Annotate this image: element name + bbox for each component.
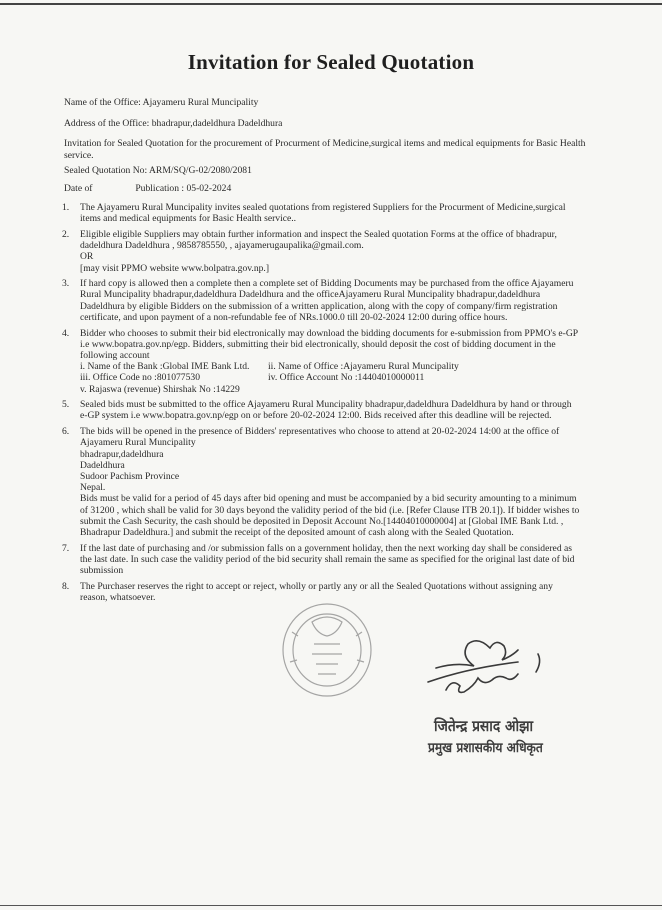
item-line: certificate, and upon payment of a non-refundable fee of NRs.1000.0 till 20-02-2024 12:00 during office hours. xyxy=(80,311,508,323)
stamp-name: जितेन्द्र प्रसाद ओझा xyxy=(434,717,534,735)
item-number: 3. xyxy=(62,278,70,290)
publication-date: Publication : 05-02-2024 xyxy=(135,183,232,194)
page-title: Invitation for Sealed Quotation xyxy=(187,50,475,74)
office-code: iii. Office Code no :801077530 xyxy=(80,372,200,384)
office-address: Address of the Office: bhadrapur,dadeldhura Dadeldhura xyxy=(64,118,283,129)
item-line: Bids must be valid for a period of 45 days after bid opening and must be accompanied by a bid security amounting to a minimum xyxy=(80,493,577,505)
list-item xyxy=(62,328,622,395)
item-line: Ajayameru Rural Muncipality xyxy=(80,437,196,449)
item-number: 7. xyxy=(62,542,70,554)
list-item xyxy=(62,278,622,323)
item-number: 4. xyxy=(62,327,70,339)
item-line: Eligible eligible Suppliers may obtain further information and inspect the Sealed quotation Forms at the office of bhadrapur, xyxy=(80,228,557,240)
item-line: The Ajayameru Rural Muncipality invites sealed quotations from registered Suppliers for the Procurment of Medicine,surgical xyxy=(80,202,566,213)
item-line: bhadrapur,dadeldhura xyxy=(80,448,164,460)
invitation-text: Invitation for Sealed Quotation for the procurement of Procurment of Medicine,surgical items and medical equipments for Basic Health service. xyxy=(64,138,586,161)
item-line: i.e www.bopatra.gov.np/egp. Bidders, submitting their bid electronically, should deposit the cost of bidding document in the xyxy=(80,338,556,350)
revenue-heading: v. Rajaswa (revenue) Shirshak No :14229 xyxy=(80,383,240,395)
item-line: Sealed bids must be submitted to the office Ajayameru Rural Muncipality bhadrapur,dadeldhura Dadeldhura by hand or through xyxy=(80,399,572,411)
item-line: the last date. In such case the validity period of the bid security shall remain the same as specified for the original last date of bid xyxy=(80,553,575,565)
list-item xyxy=(62,426,622,538)
bank-name: i. Name of the Bank :Global IME Bank Ltd. xyxy=(80,361,250,373)
item-line: Dadeldhura by eligible Bidders on the submission of a written application, along with the copy of company/firm registration xyxy=(80,300,558,312)
item-line: following account xyxy=(80,349,150,361)
item-line: Nepal. xyxy=(80,482,106,494)
account-row xyxy=(80,361,622,372)
office-name: Name of the Office: Ajayameru Rural Muncipality xyxy=(64,97,259,108)
list-item xyxy=(62,229,622,274)
terms-list xyxy=(62,202,622,608)
signature xyxy=(418,624,568,704)
item-line: items and medical equipments for Basic Health service.. xyxy=(80,213,297,225)
office-seal xyxy=(272,592,382,712)
date-label: Date of xyxy=(64,183,93,194)
item-line: dadeldhura Dadeldhura , 9858785550, , ajayamerugaupalika@gmail.com. xyxy=(80,240,364,252)
item-line: Sudoor Pachism Province xyxy=(80,470,180,482)
item-line: reason, whatsoever. xyxy=(80,592,156,603)
official-name-stamp xyxy=(424,716,558,760)
item-line: The Purchaser reserves the right to accept or reject, wholly or partly any or all the Sealed Quotations without assigning any xyxy=(80,580,553,592)
list-item xyxy=(62,399,622,421)
item-line: Dadeldhura xyxy=(80,459,125,471)
list-item xyxy=(62,543,622,577)
item-line: If the last date of purchasing and /or submission falls on a government holiday, then the next working day shall be considered as xyxy=(80,542,573,554)
item-line: of 31200 , which shall be valid for 30 days beyond the validity period of the bid (i.e. [Refer Clause ITB 20.1]). If bidder wishes to xyxy=(80,504,580,516)
account-row xyxy=(80,372,622,383)
item-line: If hard copy is allowed then a complete then a complete set of Bidding Documents may be purchased from the office Ajayameru xyxy=(80,278,574,290)
item-number: 6. xyxy=(62,426,70,438)
item-line: submission xyxy=(80,565,124,577)
item-line: e-GP system i.e www.bopatra.gov.np/egp on or before 20-02-2024 12:00. Bids received after this deadline will be rejected. xyxy=(80,410,552,422)
stamp-designation: प्रमुख प्रशासकीय अधिकृत xyxy=(428,740,543,756)
list-item xyxy=(62,202,622,224)
item-line: [may visit PPMO website www.bolpatra.gov.np.] xyxy=(80,262,270,274)
bottom-border xyxy=(0,905,662,906)
office-account-number: iv. Office Account No :14404010000011 xyxy=(268,372,425,384)
account-office-name: ii. Name of Office :Ajayameru Rural Muncipality xyxy=(268,361,459,373)
publication-date-row xyxy=(64,183,622,195)
item-line: OR xyxy=(80,251,94,263)
item-line: Bhadrapur Dadeldhura.] and submit the receipt of the deposited amount of cash along with the Sealed Quotation. xyxy=(80,526,514,538)
item-line: Rural Muncipality bhadrapur,dadeldhura Dadeldhura and the officeAjayameru Rural Muncipality bhadrapur,dadeldhura xyxy=(80,289,541,301)
item-line: Bidder who chooses to submit their bid electronically may download the bidding documents for e-submission from PPMO's e-GP xyxy=(80,327,579,339)
item-line: The bids will be opened in the presence of Bidders' representatives who choose to attend at 20-02-2024 14:00 at the office of xyxy=(80,426,560,438)
item-number: 2. xyxy=(62,228,70,240)
item-number: 1. xyxy=(62,202,70,213)
quotation-number: Sealed Quotation No: ARM/SQ/G-02/2080/2081 xyxy=(64,165,252,176)
item-line: submit the Cash Security, the cash should be deposited in Deposit Account No.[14404010000004] at [Global IME Bank Ltd. , xyxy=(80,515,564,527)
top-border xyxy=(0,3,662,5)
item-number: 8. xyxy=(62,580,70,592)
item-number: 5. xyxy=(62,399,70,411)
